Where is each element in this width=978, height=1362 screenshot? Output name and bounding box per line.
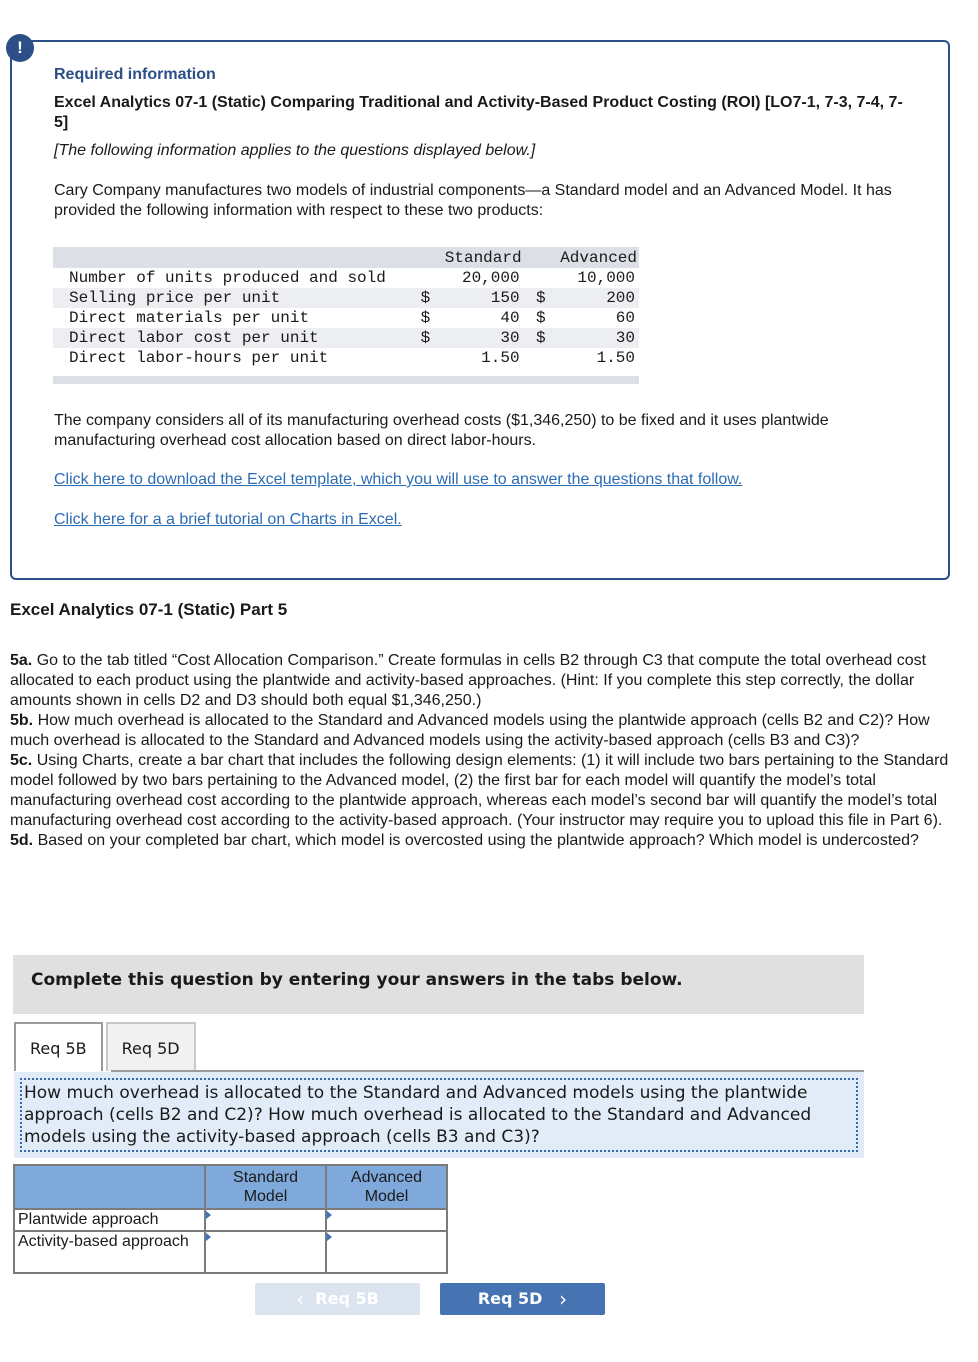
chevron-left-icon: ‹ — [296, 1287, 305, 1311]
instructions-banner: Complete this question by entering your answers in the tabs below. — [13, 955, 864, 1014]
question-instructions — [10, 651, 955, 851]
question-5a — [10, 651, 955, 711]
answer-table — [13, 1164, 448, 1274]
plantwide-standard-cell[interactable] — [205, 1209, 326, 1231]
currency-symbol: $ — [421, 288, 445, 308]
product-data-table — [53, 247, 639, 384]
next-req-5d-button[interactable] — [440, 1283, 605, 1315]
tab-req-5d[interactable]: Req 5D — [106, 1022, 196, 1071]
column-header-standard: Standard — [444, 248, 522, 267]
question-5c — [10, 751, 955, 831]
row-label-plantwide: Plantwide approach — [14, 1209, 205, 1231]
activity-advanced-cell[interactable] — [326, 1231, 447, 1273]
prev-req-5b-button[interactable] — [255, 1283, 420, 1315]
column-header-advanced-model — [326, 1165, 447, 1209]
part-title: Excel Analytics 07-1 (Static) Part 5 — [10, 600, 288, 619]
advanced-value: 10,000 — [560, 268, 639, 288]
input-marker-icon — [206, 1211, 211, 1219]
table-row — [53, 348, 639, 368]
download-template-link[interactable]: Click here to download the Excel template, which you will use to answer the questions that follow. — [54, 471, 743, 488]
table-header-row — [53, 247, 639, 268]
header-line: Standard — [233, 1169, 298, 1186]
question-label: 5a. — [10, 652, 33, 669]
currency-symbol: $ — [536, 308, 560, 328]
input-marker-icon — [327, 1211, 332, 1219]
row-label-activity-based: Activity-based approach — [14, 1231, 205, 1273]
row-label: Direct materials per unit — [53, 308, 421, 328]
standard-value: 40 — [445, 308, 524, 328]
table-row — [53, 308, 639, 328]
table-row — [14, 1209, 447, 1231]
applies-note: [The following information applies to the questions displayed below.] — [54, 142, 536, 159]
table-row — [14, 1231, 447, 1273]
currency-symbol — [536, 268, 560, 288]
required-information-label: Required information — [54, 66, 216, 83]
table-row — [53, 288, 639, 308]
problem-title: Excel Analytics 07-1 (Static) Comparing Traditional and Activity-Based Product Costing (ROI) [LO7-1, 7-3, 7-4, 7-5] — [54, 94, 903, 131]
overhead-description: The company considers all of its manufacturing overhead costs ($1,346,250) to be fixed and it uses plantwide manufacturing overhead cost allocation based on direct labor-hours. — [54, 412, 829, 449]
currency-symbol: $ — [536, 328, 560, 348]
prev-button-label: Req 5B — [315, 1289, 379, 1308]
row-label: Number of units produced and sold — [53, 268, 421, 288]
question-prompt-box — [14, 1072, 864, 1158]
column-header-advanced: Advanced — [560, 248, 637, 267]
header-line: Model — [364, 1188, 409, 1205]
standard-value: 150 — [445, 288, 524, 308]
advanced-value: 60 — [560, 308, 639, 328]
input-marker-icon — [206, 1233, 211, 1241]
requirement-tabs — [14, 1022, 199, 1071]
plantwide-advanced-cell[interactable] — [326, 1209, 447, 1231]
advanced-value: 1.50 — [560, 348, 639, 368]
standard-value: 20,000 — [445, 268, 524, 288]
row-label: Selling price per unit — [53, 288, 421, 308]
intro-text: Cary Company manufactures two models of industrial components—a Standard model and an Advanced Model. It has provided the following information with respect to these two products: — [54, 182, 892, 219]
currency-symbol: $ — [536, 288, 560, 308]
question-label: 5d. — [10, 832, 34, 849]
question-5d — [10, 831, 955, 851]
question-text: How much overhead is allocated to the Standard and Advanced models using the plantwide approach (cells B2 and C2)? How much overhead is allocated to the Standard and Advanced models using the activity-based approach (cells B3 and C3)? — [10, 712, 930, 749]
table-row — [53, 268, 639, 288]
standard-value: 1.50 — [445, 348, 524, 368]
question-text: Go to the tab titled “Cost Allocation Comparison.” Create formulas in cells B2 through C3 that compute the total overhead cost allocated to each product using the plantwide and activity-based approaches. (Hint: If you complete this step correctly, the dollar amounts shown in cells D2 and D3 should both equal $1,346,250.) — [10, 652, 927, 709]
plantwide-advanced-input[interactable] — [327, 1210, 446, 1230]
currency-symbol: $ — [421, 328, 445, 348]
question-text: Using Charts, create a bar chart that includes the following design elements: (1) it will include two bars pertaining to the Standard model followed by two bars pertaining to the Advanced model, (2) the first bar for each model will quantify the model’s total manufacturing overhead cost according to the plantwide approach, whereas each model’s second bar will quantify the model’s total manufacturing overhead cost according to the activity-based approach. (Your instructor may require you to upload this file in Part 6). — [10, 752, 949, 829]
alert-icon: ! — [6, 34, 34, 62]
advanced-value: 200 — [560, 288, 639, 308]
question-label: 5b. — [10, 712, 34, 729]
table-row — [53, 328, 639, 348]
header-line: Model — [243, 1188, 288, 1205]
empty-header-cell — [14, 1165, 205, 1209]
table-footer-bar — [53, 376, 639, 384]
charts-tutorial-link[interactable]: Click here for a a brief tutorial on Charts in Excel. — [54, 511, 402, 528]
answer-table-header — [14, 1165, 447, 1209]
advanced-value: 30 — [560, 328, 639, 348]
row-label: Direct labor-hours per unit — [53, 348, 421, 368]
question-text: Based on your completed bar chart, which model is overcosted using the plantwide approach? Which model is undercosted? — [33, 832, 919, 849]
input-marker-icon — [327, 1233, 332, 1241]
header-line: Advanced — [350, 1169, 423, 1186]
currency-symbol — [536, 348, 560, 368]
question-label: 5c. — [10, 752, 33, 769]
question-5b — [10, 711, 955, 751]
next-button-label: Req 5D — [477, 1289, 543, 1308]
row-label: Direct labor cost per unit — [53, 328, 421, 348]
activity-standard-input[interactable] — [206, 1232, 325, 1272]
column-header-standard-model — [205, 1165, 326, 1209]
tab-req-5b[interactable]: Req 5B — [14, 1022, 103, 1071]
activity-standard-cell[interactable] — [205, 1231, 326, 1273]
currency-symbol — [421, 268, 445, 288]
currency-symbol — [421, 348, 445, 368]
activity-advanced-input[interactable] — [327, 1232, 446, 1272]
currency-symbol: $ — [421, 308, 445, 328]
plantwide-standard-input[interactable] — [206, 1210, 325, 1230]
question-prompt: How much overhead is allocated to the Standard and Advanced models using the plantwide approach (cells B2 and C2)? How much overhead is allocated to the Standard and Advanced models using the activity-based approach (cells B3 and C3)? — [20, 1078, 858, 1152]
standard-value: 30 — [445, 328, 524, 348]
chevron-right-icon: › — [559, 1287, 568, 1311]
